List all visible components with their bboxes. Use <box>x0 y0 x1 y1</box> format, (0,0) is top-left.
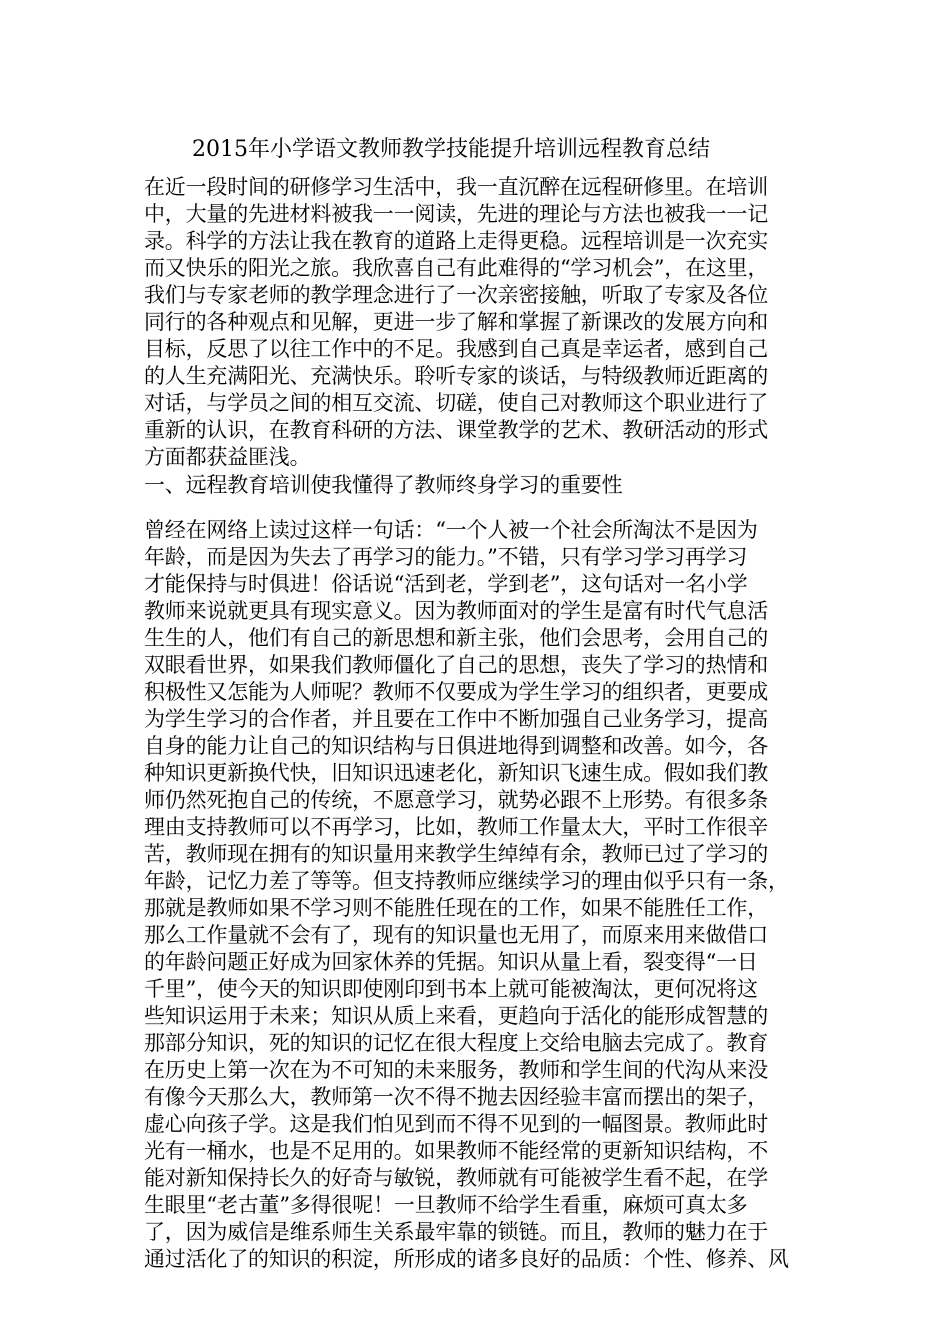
text-line: 我们与专家老师的教学理念进行了一次亲密接触，听取了专家及各位 <box>144 283 768 307</box>
text-line: 同行的各种观点和见解，更进一步了解和掌握了新课改的发展方向和 <box>144 310 768 334</box>
text-line: 千里”，使今天的知识即使刚印到书本上就可能被淘汰，更何况将这 <box>144 977 758 1001</box>
text-line: 那部分知识，死的知识的记忆在很大程度上交给电脑去完成了。教育 <box>144 1031 768 1055</box>
text-line: 理由支持教师可以不再学习，比如，教师工作量太大，平时工作很辛 <box>144 815 768 839</box>
text-line: 的人生充满阳光、充满快乐。聆听专家的谈话，与特级教师近距离的 <box>144 364 768 388</box>
paragraph-section-1 <box>144 517 820 1273</box>
text-line: 曾经在网络上读过这样一句话：“一个人被一个社会所淘汰不是因为 <box>144 518 758 542</box>
text-line: 年龄，而是因为失去了再学习的能力。”不错，只有学习学习再学习 <box>144 545 748 569</box>
text-line: 重新的认识，在教育科研的方法、课堂教学的艺术、教研活动的形式 <box>144 418 768 442</box>
text-line: 光有一桶水，也是不足用的。如果教师不能经常的更新知识结构，不 <box>144 1139 768 1163</box>
text-line: 些知识运用于未来；知识从质上来看，更趋向于活化的能形成智慧的 <box>144 1004 768 1028</box>
text-line: 教师来说就更具有现实意义。因为教师面对的学生是富有时代气息活 <box>144 599 768 623</box>
text-line: 对话，与学员之间的相互交流、切磋，使自己对教师这个职业进行了 <box>144 391 768 415</box>
text-line: 积极性又怎能为人师呢？教师不仅要成为学生学习的组织者，更要成 <box>144 680 768 704</box>
text-line: 年龄，记忆力差了等等。但支持教师应继续学习的理由似乎只有一条， <box>144 869 789 893</box>
text-line: 而又快乐的阳光之旅。我欣喜自己有此难得的“学习机会”，在这里， <box>144 256 769 280</box>
document-title: 2015年小学语文教师教学技能提升培训远程教育总结 <box>192 137 710 162</box>
text-line: 目标，反思了以往工作中的不足。我感到自己真是幸运者，感到自己 <box>144 337 768 361</box>
text-line: 自身的能力让自己的知识结构与日俱进地得到调整和改善。如今，各 <box>144 734 768 758</box>
text-line: 方面都获益匪浅。 <box>144 445 311 469</box>
section-heading <box>144 472 820 499</box>
text-line: 中，大量的先进材料被我一一阅读，先进的理论与方法也被我一一记 <box>144 202 768 226</box>
text-line: 那就是教师如果不学习则不能胜任现在的工作，如果不能胜任工作， <box>144 896 768 920</box>
text-line: 生生的人，他们有自己的新思想和新主张，他们会思考，会用自己的 <box>144 626 768 650</box>
text-line: 有像今天那么大，教师第一次不得不抛去因经验丰富而摆出的架子， <box>144 1085 768 1109</box>
text-line: 双眼看世界，如果我们教师僵化了自己的思想，丧失了学习的热情和 <box>144 653 768 677</box>
text-line: 苦，教师现在拥有的知识量用来教学生绰绰有余，教师已过了学习的 <box>144 842 768 866</box>
text-line: 生眼里“老古董”多得很呢！一旦教师不给学生看重，麻烦可真太多 <box>144 1193 748 1217</box>
text-line: 录。科学的方法让我在教育的道路上走得更稳。远程培训是一次充实 <box>144 229 768 253</box>
text-line: 在近一段时间的研修学习生活中，我一直沉醉在远程研修里。在培训 <box>144 175 768 199</box>
text-line: 种知识更新换代快，旧知识迅速老化，新知识飞速生成。假如我们教 <box>144 761 768 785</box>
text-line: 能对新知保持长久的好奇与敏锐，教师就有可能被学生看不起，在学 <box>144 1166 768 1190</box>
text-line: 师仍然死抱自己的传统，不愿意学习，就势必跟不上形势。有很多条 <box>144 788 768 812</box>
text-line: 为学生学习的合作者，并且要在工作中不断加强自己业务学习，提高 <box>144 707 768 731</box>
text-line: 通过活化了的知识的积淀，所形成的诸多良好的品质：个性、修养、风 <box>144 1247 789 1271</box>
text-line: 了，因为威信是维系师生关系最牢靠的锁链。而且，教师的魅力在于 <box>144 1220 768 1244</box>
text-line: 在历史上第一次在为不可知的未来服务，教师和学生间的代沟从来没 <box>144 1058 768 1082</box>
text-line: 那么工作量就不会有了，现有的知识量也无用了，而原来用来做借口 <box>144 923 768 947</box>
text-line: 的年龄问题正好成为回家休养的凭据。知识从量上看，裂变得“一日 <box>144 950 758 974</box>
section-heading-text: 一、远程教育培训使我懂得了教师终身学习的重要性 <box>144 473 623 497</box>
text-line: 虚心向孩子学。这是我们怕见到而不得不见到的一幅图景。教师此时 <box>144 1112 768 1136</box>
paragraph-intro <box>144 174 820 471</box>
text-line: 才能保持与时俱进！俗话说“活到老，学到老”，这句话对一名小学 <box>144 572 748 596</box>
